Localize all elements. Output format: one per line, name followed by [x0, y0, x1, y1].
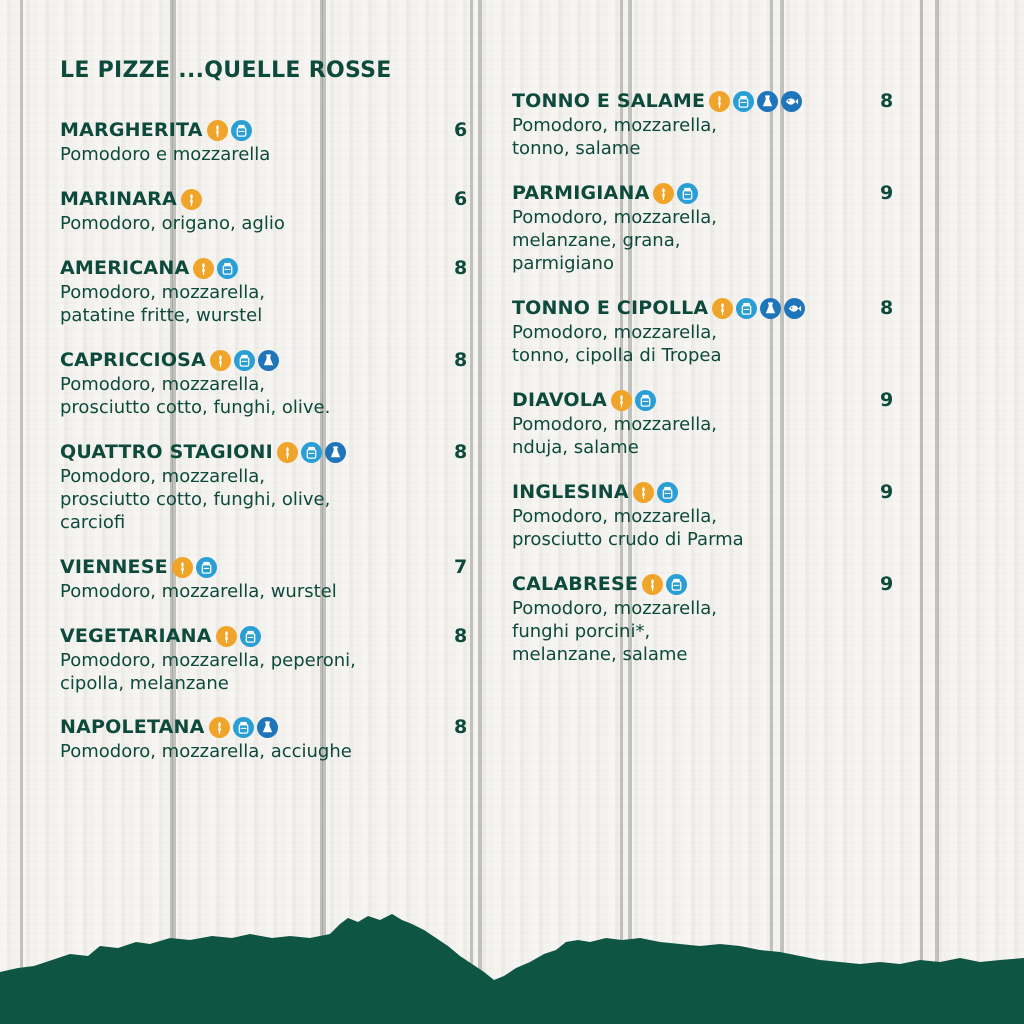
pizza-description-line: Pomodoro, mozzarella,	[512, 506, 717, 527]
gluten-icon	[709, 91, 730, 112]
gluten-icon	[209, 717, 230, 738]
menu-item	[60, 186, 470, 235]
menu-item	[512, 88, 896, 160]
gluten-icon	[207, 120, 228, 141]
torn-paper-footer	[0, 884, 1024, 1024]
allergen-icons	[642, 574, 687, 595]
allergen-icons	[181, 189, 202, 210]
allergen-icons	[209, 717, 278, 738]
dairy-icon	[233, 717, 254, 738]
pizza-description-line: prosciutto cotto, funghi, olive.	[60, 397, 331, 418]
menu-item-header	[60, 714, 470, 740]
menu-item	[60, 347, 470, 419]
pizza-description-line: Pomodoro, mozzarella,	[60, 282, 265, 303]
pizza-name: PARMIGIANA	[512, 182, 650, 204]
allergen-icons	[611, 390, 656, 411]
gluten-icon	[172, 557, 193, 578]
pizza-price: 7	[454, 556, 468, 578]
pizza-price: 8	[454, 716, 468, 738]
gluten-icon	[712, 298, 733, 319]
pizza-price: 8	[454, 349, 468, 371]
pizza-price: 8	[880, 90, 894, 112]
fish-icon	[784, 298, 805, 319]
menu-item-header	[60, 439, 470, 465]
pizza-name: MARINARA	[60, 188, 177, 210]
menu-item-header	[512, 295, 896, 321]
board-seam	[935, 0, 939, 1024]
egg-icon	[760, 298, 781, 319]
pizza-description-line: parmigiano	[512, 253, 614, 274]
pizza-name: CAPRICCIOSA	[60, 349, 206, 371]
pizza-name: VEGETARIANA	[60, 625, 212, 647]
dairy-icon	[301, 442, 322, 463]
dairy-icon	[666, 574, 687, 595]
allergen-icons	[712, 298, 805, 319]
menu-item	[60, 439, 470, 534]
gluten-icon	[181, 189, 202, 210]
allergen-icons	[633, 482, 678, 503]
pizza-description-line: prosciutto crudo di Parma	[512, 529, 744, 550]
pizza-description-line: Pomodoro, mozzarella,	[60, 374, 265, 395]
gluten-icon	[633, 482, 654, 503]
gluten-icon	[216, 626, 237, 647]
pizza-name: TONNO E SALAME	[512, 90, 706, 112]
pizza-description-line: nduja, salame	[512, 437, 639, 458]
pizza-name: NAPOLETANA	[60, 716, 205, 738]
pizza-price: 6	[454, 188, 468, 210]
menu-item	[60, 714, 470, 763]
pizza-description-line: melanzane, salame	[512, 644, 688, 665]
allergen-icons	[216, 626, 261, 647]
menu-item	[512, 387, 896, 459]
dairy-icon	[217, 258, 238, 279]
menu-item-header	[512, 479, 896, 505]
pizza-price: 6	[454, 119, 468, 141]
allergen-icons	[172, 557, 217, 578]
egg-icon	[757, 91, 778, 112]
menu-item-header	[60, 117, 470, 143]
pizza-description-line: prosciutto cotto, funghi, olive,	[60, 489, 331, 510]
torn-paper-edge	[0, 914, 1024, 1024]
dairy-icon	[635, 390, 656, 411]
fish-icon	[781, 91, 802, 112]
gluten-icon	[193, 258, 214, 279]
pizza-name: INGLESINA	[512, 481, 629, 503]
menu-item	[60, 554, 470, 603]
pizza-price: 8	[454, 625, 468, 647]
allergen-icons	[193, 258, 238, 279]
menu-item	[60, 117, 470, 166]
pizza-description-line: Pomodoro, mozzarella, acciughe	[60, 741, 352, 762]
menu-item-header	[60, 347, 470, 373]
pizza-description-line: melanzane, grana,	[512, 230, 681, 251]
menu-item-header	[60, 186, 470, 212]
egg-icon	[257, 717, 278, 738]
pizza-description-line: cipolla, melanzane	[60, 673, 229, 694]
pizza-name: CALABRESE	[512, 573, 639, 595]
menu-item	[60, 255, 470, 327]
menu-item-header	[60, 554, 470, 580]
pizza-description-line: carciofi	[60, 512, 126, 533]
gluten-icon	[611, 390, 632, 411]
menu-item	[512, 295, 896, 367]
pizza-name: DIAVOLA	[512, 389, 607, 411]
menu-item	[512, 571, 896, 666]
dairy-icon	[234, 350, 255, 371]
pizza-description-line: Pomodoro, origano, aglio	[60, 213, 285, 234]
menu-item	[512, 180, 896, 275]
pizza-price: 8	[454, 441, 468, 463]
pizza-price: 9	[880, 481, 894, 503]
pizza-price: 9	[880, 182, 894, 204]
pizza-description-line: Pomodoro, mozzarella,	[512, 322, 717, 343]
gluten-icon	[210, 350, 231, 371]
dairy-icon	[657, 482, 678, 503]
gluten-icon	[653, 183, 674, 204]
menu-item	[512, 479, 896, 551]
menu-item-header	[60, 623, 470, 649]
pizza-description-line: Pomodoro, mozzarella, wurstel	[60, 581, 337, 602]
gluten-icon	[277, 442, 298, 463]
dairy-icon	[677, 183, 698, 204]
pizza-description-line: tonno, cipolla di Tropea	[512, 345, 722, 366]
pizza-name: VIENNESE	[60, 556, 168, 578]
allergen-icons	[207, 120, 252, 141]
allergen-icons	[277, 442, 346, 463]
menu-item-header	[512, 88, 896, 114]
dairy-icon	[231, 120, 252, 141]
menu-item-header	[60, 255, 470, 281]
allergen-icons	[210, 350, 279, 371]
menu-item-header	[512, 387, 896, 413]
egg-icon	[325, 442, 346, 463]
dairy-icon	[736, 298, 757, 319]
pizza-price: 9	[880, 573, 894, 595]
dairy-icon	[240, 626, 261, 647]
allergen-icons	[709, 91, 802, 112]
menu-heading: LE PIZZE ...QUELLE ROSSE	[60, 58, 392, 83]
pizza-description-line: Pomodoro, mozzarella,	[512, 598, 717, 619]
pizza-description-line: tonno, salame	[512, 138, 641, 159]
board-seam	[478, 0, 482, 1024]
pizza-description-line: funghi porcini*,	[512, 621, 651, 642]
pizza-price: 8	[454, 257, 468, 279]
pizza-description-line: Pomodoro, mozzarella,	[512, 115, 717, 136]
pizza-name: MARGHERITA	[60, 119, 203, 141]
pizza-description-line: patatine fritte, wurstel	[60, 305, 263, 326]
dairy-icon	[733, 91, 754, 112]
dairy-icon	[196, 557, 217, 578]
pizza-name: AMERICANA	[60, 257, 190, 279]
menu-item-header	[512, 571, 896, 597]
pizza-name: QUATTRO STAGIONI	[60, 441, 273, 463]
gluten-icon	[642, 574, 663, 595]
pizza-description-line: Pomodoro, mozzarella,	[512, 414, 717, 435]
pizza-description-line: Pomodoro, mozzarella, peperoni,	[60, 650, 356, 671]
pizza-name: TONNO E CIPOLLA	[512, 297, 709, 319]
allergen-icons	[653, 183, 698, 204]
pizza-price: 8	[880, 297, 894, 319]
egg-icon	[258, 350, 279, 371]
menu-item	[60, 623, 470, 695]
pizza-description-line: Pomodoro, mozzarella,	[60, 466, 265, 487]
pizza-description-line: Pomodoro, mozzarella,	[512, 207, 717, 228]
menu-item-header	[512, 180, 896, 206]
pizza-description-line: Pomodoro e mozzarella	[60, 144, 271, 165]
pizza-price: 9	[880, 389, 894, 411]
